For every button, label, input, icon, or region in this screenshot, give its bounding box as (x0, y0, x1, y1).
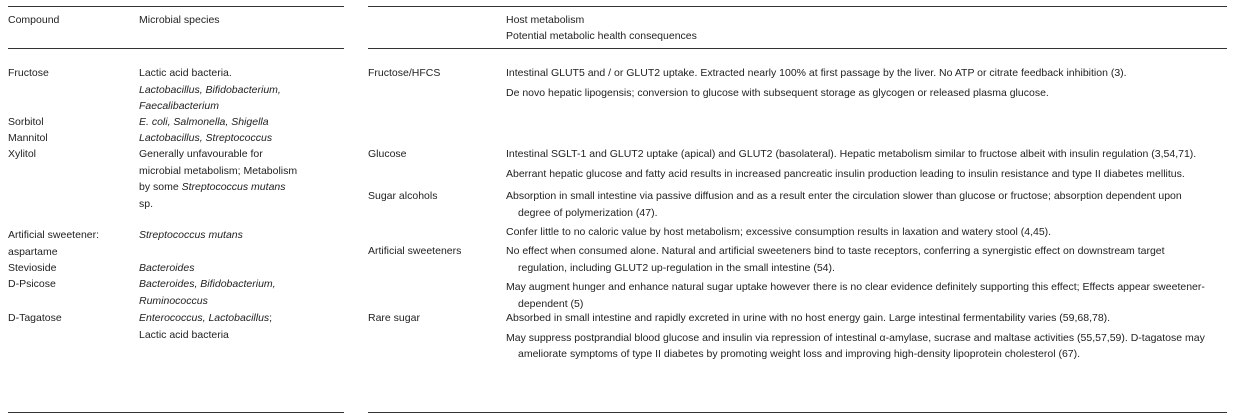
species-cell: E. coli, Salmonella, Shigella (139, 116, 269, 128)
species-cell: Lactobacillus, Streptococcus (139, 132, 273, 144)
description-cell (506, 65, 1206, 104)
left-header-compound: Compound (8, 14, 60, 26)
host-metabolism-text: Intestinal GLUT5 and / or GLUT2 uptake. Extracted nearly 100% at first passage by the liver. No ATP or citrate feedback inhibition (3). (506, 67, 1127, 79)
compound-cell: Sugar alcohols (368, 190, 438, 202)
right-top-rule (368, 6, 1227, 7)
host-metabolism-text: Absorption in small intestine via passive diffusion and as a result enter the circulation slower than glucose or fructose; absorption dependent upon degree of polymerization (47). (506, 190, 1182, 219)
health-consequence-text: May suppress postprandial blood glucose and insulin via repression of intestinal α-amylase, sucrase and maltase activities (55,57,59). D-tagatose may ameliorate symptoms of type II diabetes by promoting weight loss and improving high-density lipoprotein cholesterol (67). (506, 331, 1205, 360)
right-header-rule (368, 48, 1227, 49)
right-header-consequences: Potential metabolic health consequences (506, 30, 697, 42)
description-cell (506, 310, 1206, 366)
health-consequence-text: May augment hunger and enhance natural sugar uptake however there is no clear evidence definitely supporting this effect; Effects appear sweetener-dependent (5) (506, 281, 1205, 310)
species-cell: Generally unfavourable for microbial metabolism; Metabolism by some Streptococcus mutans sp. (139, 146, 329, 212)
compound-cell: Fructose/HFCS (368, 67, 441, 79)
left-bottom-rule (8, 412, 344, 413)
health-consequence-text: De novo hepatic lipogensis; conversion to glucose with subsequent storage as glycogen or released plasma glucose. (506, 86, 1049, 99)
description-cell (506, 188, 1206, 244)
compound-cell: Stevioside (8, 262, 57, 274)
compound-cell: Rare sugar (368, 312, 420, 324)
species-cell: Streptococcus mutans (139, 229, 243, 241)
compound-cell: Artificial sweeteners (368, 245, 462, 257)
species-cell: Bacteroides (139, 262, 195, 274)
description-cell (506, 243, 1206, 315)
left-top-rule (8, 6, 344, 7)
compound-cell: D-Psicose (8, 278, 56, 290)
compound-cell: Glucose (368, 148, 407, 160)
left-header-species: Microbial species (139, 14, 220, 26)
compound-cell: D-Tagatose (8, 312, 62, 324)
description-cell (506, 146, 1206, 185)
health-consequence-text: Confer little to no caloric value by host metabolism; excessive consumption results in laxation and watery stool (4,45). (506, 226, 1052, 238)
compound-cell: Xylitol (8, 148, 37, 160)
species-cell: Enterococcus, Lactobacillus; Lactic acid bacteria (139, 312, 273, 341)
host-metabolism-text: Absorbed in small intestine and rapidly excreted in urine with no host energy gain. Large intestinal fermentability varies (59,68,78). (506, 312, 1111, 324)
species-cell: Bacteroides, Bifidobacterium, Ruminococcus (139, 278, 276, 307)
health-consequence-text: Aberrant hepatic glucose and fatty acid results in increased pancreatic insulin production leading to insulin resistance and type II diabetes mellitus. (506, 167, 1185, 180)
right-bottom-rule (368, 412, 1227, 413)
left-header-rule (8, 48, 344, 49)
xylitol-species-line3: by some Streptococcus mutans (139, 181, 286, 193)
compound-cell: Artificial sweetener: aspartame (8, 229, 100, 258)
host-metabolism-text: No effect when consumed alone. Natural and artificial sweeteners bind to taste receptors, conferring a synergistic effect on downstream target regulation, including GLUT2 up-regulation in the small intestine (54). (506, 245, 1165, 274)
right-header-host-metabolism: Host metabolism (506, 14, 585, 26)
species-cell: Lactic acid bacteria. Lactobacillus, Bifidobacterium, Faecalibacterium (139, 67, 281, 112)
compound-cell: Mannitol (8, 132, 48, 144)
compound-cell: Fructose (8, 67, 49, 79)
compound-cell: Sorbitol (8, 116, 44, 128)
host-metabolism-text: Intestinal SGLT-1 and GLUT2 uptake (apical) and GLUT2 (basolateral). Hepatic metabolism similar to fructose albeit with insulin regulation (3,54,71). (506, 148, 1197, 160)
